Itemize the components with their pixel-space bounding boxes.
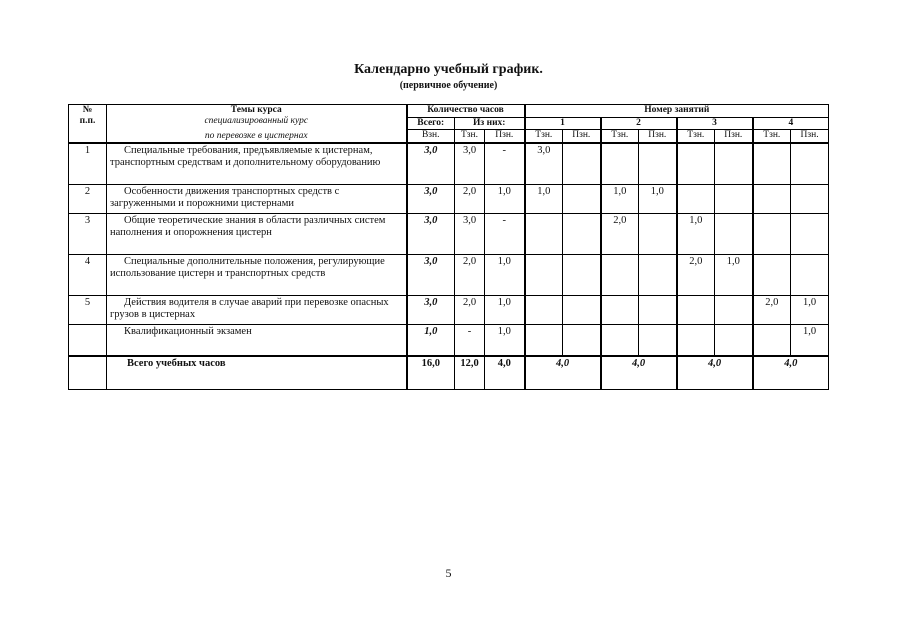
row-s3-tzn [677,185,715,214]
row-s4-pzn [791,255,829,296]
row-pzn: - [485,143,525,185]
totals-session-1: 4,0 [525,356,601,390]
row-theme: Квалификационный экзамен [107,325,407,357]
table-row [69,214,829,255]
header-themes-line3: по перевозке в цистернах [204,131,308,141]
row-s4-tzn [753,143,791,185]
header-of-them: Из них: [455,117,525,130]
row-theme: Специальные дополнительные положения, регулирующие использование цистерн и транспортных средств [107,255,407,296]
row-s3-tzn [677,296,715,325]
row-s2-pzn [639,214,677,255]
schedule-table [68,104,829,390]
header-s1-pzn: Пзн. [563,130,601,143]
row-s1-pzn [563,296,601,325]
totals-session-3: 4,0 [677,356,753,390]
row-s4-tzn [753,185,791,214]
header-num [69,105,107,144]
row-s3-pzn [715,143,753,185]
header-num-line1: № [82,105,93,115]
row-s2-tzn: 1,0 [601,185,639,214]
page-title: Календарно учебный график. [354,62,543,77]
row-s4-pzn: 1,0 [791,325,829,357]
row-number: 2 [69,185,107,214]
totals-session-2: 4,0 [601,356,677,390]
header-s1-tzn: Тзн. [525,130,563,143]
row-s2-tzn: 2,0 [601,214,639,255]
header-tzn: Тзн. [455,130,485,143]
table-row [69,143,829,185]
header-themes [107,105,407,144]
row-s4-pzn: 1,0 [791,296,829,325]
header-total: Всего: [407,117,455,130]
row-tzn: 2,0 [455,255,485,296]
row-s3-tzn: 1,0 [677,214,715,255]
table-row [69,296,829,325]
row-s1-pzn [563,185,601,214]
totals-label: Всего учебных часов [107,356,407,390]
header-session-4: 4 [753,117,829,130]
row-s1-tzn: 1,0 [525,185,563,214]
row-s2-tzn [601,143,639,185]
row-number [69,325,107,357]
row-tzn: 2,0 [455,296,485,325]
row-tzn: 3,0 [455,214,485,255]
header-themes-line2: специализированный курс [204,116,309,126]
header-vzn: Взн. [407,130,455,143]
row-s2-tzn [601,325,639,357]
row-s4-tzn [753,214,791,255]
header-session-1: 1 [525,117,601,130]
row-tzn: - [455,325,485,357]
totals-tzn: 12,0 [455,356,485,390]
header-sessions: Номер занятий [525,105,829,118]
row-s3-pzn [715,296,753,325]
row-s3-tzn [677,143,715,185]
row-s3-pzn: 1,0 [715,255,753,296]
row-s1-pzn [563,255,601,296]
header-session-2: 2 [601,117,677,130]
header-s4-pzn: Пзн. [791,130,829,143]
row-theme: Действия водителя в случае аварий при перевозке опасных грузов в цистернах [107,296,407,325]
row-s2-pzn [639,325,677,357]
row-total: 3,0 [407,143,455,185]
header-hours: Количество часов [407,105,525,118]
row-s3-tzn: 2,0 [677,255,715,296]
row-pzn: 1,0 [485,325,525,357]
totals-total: 16,0 [407,356,455,390]
row-s1-tzn [525,325,563,357]
row-theme: Общие теоретические знания в области различных систем наполнения и опорожнения цистерн [107,214,407,255]
page-number: 5 [445,566,452,580]
schedule-body [69,143,829,390]
totals-session-4: 4,0 [753,356,829,390]
row-pzn: 1,0 [485,185,525,214]
row-s1-tzn [525,296,563,325]
header-themes-line1: Темы курса [230,105,282,115]
totals-row [69,356,829,390]
header-pzn: Пзн. [485,130,525,143]
table-row [69,325,829,357]
header-s2-pzn: Пзн. [639,130,677,143]
row-total: 3,0 [407,214,455,255]
row-pzn: - [485,214,525,255]
row-s1-pzn [563,325,601,357]
row-s2-pzn [639,255,677,296]
row-s3-pzn [715,185,753,214]
row-s1-tzn [525,255,563,296]
totals-pzn: 4,0 [485,356,525,390]
row-pzn: 1,0 [485,255,525,296]
header-s2-tzn: Тзн. [601,130,639,143]
header-s3-tzn: Тзн. [677,130,715,143]
header-s3-pzn: Пзн. [715,130,753,143]
row-s4-tzn [753,255,791,296]
table-row [69,185,829,214]
row-tzn: 3,0 [455,143,485,185]
row-total: 3,0 [407,185,455,214]
row-s2-pzn [639,143,677,185]
row-s4-pzn [791,214,829,255]
row-s2-pzn: 1,0 [639,185,677,214]
row-s2-tzn [601,255,639,296]
row-s1-pzn [563,214,601,255]
header-num-line2: п.п. [79,116,96,126]
row-total: 3,0 [407,296,455,325]
row-number: 3 [69,214,107,255]
header-session-3: 3 [677,117,753,130]
row-theme: Специальные требования, предъявляемые к цистернам, транспортным средствам и дополнительному оборудованию [107,143,407,185]
row-s4-pzn [791,143,829,185]
totals-number [69,356,107,390]
row-s4-pzn [791,185,829,214]
row-s1-tzn: 3,0 [525,143,563,185]
table-row [69,255,829,296]
row-s3-tzn [677,325,715,357]
row-s1-pzn [563,143,601,185]
row-s2-pzn [639,296,677,325]
row-theme: Особенности движения транспортных средств с загруженными и порожними цистернами [107,185,407,214]
row-pzn: 1,0 [485,296,525,325]
row-number: 1 [69,143,107,185]
row-number: 5 [69,296,107,325]
row-number: 4 [69,255,107,296]
row-total: 3,0 [407,255,455,296]
page-subtitle: (первичное обучение) [399,80,498,91]
header-s4-tzn: Тзн. [753,130,791,143]
row-s3-pzn [715,325,753,357]
row-tzn: 2,0 [455,185,485,214]
row-total: 1,0 [407,325,455,357]
row-s3-pzn [715,214,753,255]
row-s2-tzn [601,296,639,325]
row-s1-tzn [525,214,563,255]
row-s4-tzn [753,325,791,357]
row-s4-tzn: 2,0 [753,296,791,325]
